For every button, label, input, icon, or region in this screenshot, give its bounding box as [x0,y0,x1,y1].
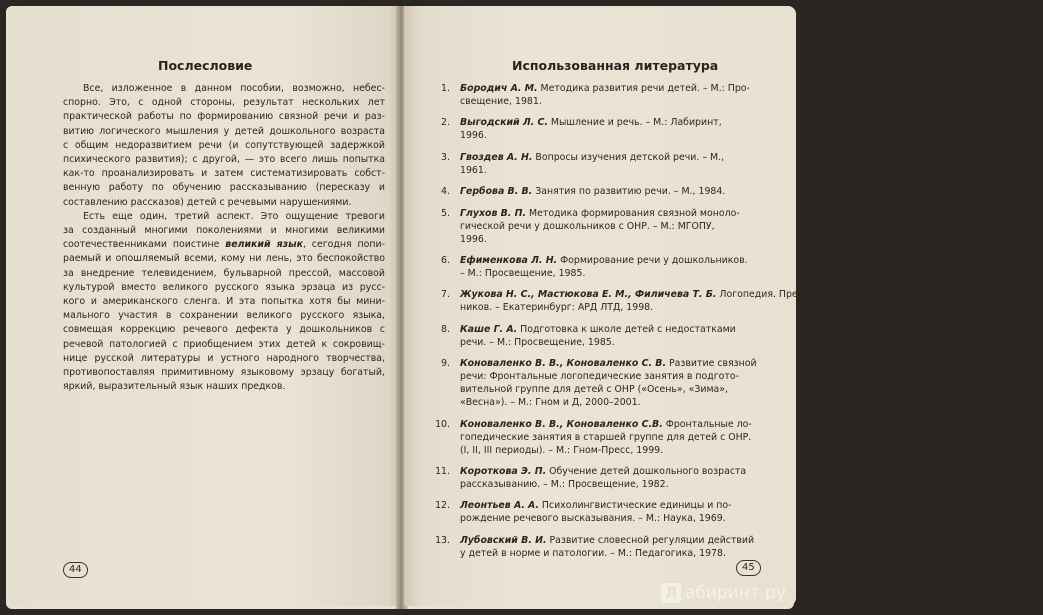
reference-line: гической речи у дошкольников с ОНР. – М.: МГОПУ, [460,220,715,232]
reference-line: рассказыванию. – М.: Просвещение, 1982. [460,478,669,490]
reference-line: ников. – Екатеринбург: АРД ЛТД, 1998. [460,302,654,314]
reference-line: Глухов В. П. Методика формирования связной моноло- [460,207,740,219]
reference-line: – М.: Просвещение, 1985. [460,267,586,279]
reference-line: Гербова В. В. Занятия по развитию речи. – М., 1984. [460,186,726,198]
reference-line: у детей в норме и патологии. – М.: Педагогика, 1978. [460,547,726,559]
reference-item [426,116,782,142]
reference-number: 3. [441,151,450,163]
afterword-line: спорно. Это, с одной стороны, результат нескольких лет [63,97,385,109]
reference-number: 6. [441,254,450,266]
reference-line: (I, II, III периоды). – М.: Гном-Пресс, 1999. [460,444,664,456]
afterword-line: психического развития); с другой, — это всего лишь попытка [63,154,385,166]
afterword-line: за созданный многими поколениями и многими великими [63,225,385,237]
reference-line: Лубовский В. И. Развитие словесной регуляции действий [460,534,755,546]
afterword-line: культурой вместо великого русского языка эрзаца из русс- [63,281,385,293]
reference-item [426,207,782,246]
afterword-line: раемый и опошляемый всеми, кому ни лень, это беспокойство [63,253,385,265]
afterword-line: нице русской литературы и устного народного творчества, [63,352,385,364]
reference-item [426,418,782,457]
references-list [426,82,1043,568]
reference-author: Ефименкова Л. Н. [460,254,558,266]
afterword-line: за внедрение телевидением, бульварной прессой, массовой [63,267,385,279]
reference-line: Жукова Н. С., Мастюкова Е. М., Филичева Т. Б. Логопедия. Преодоление общего недоразвития речи у дошколь- [460,289,1043,301]
reference-line: речи: Фронтальные логопедические занятия в подгото- [460,371,739,383]
afterword-line: речевой патологией с приобщением этих детей к сокровищ- [63,338,385,350]
reference-number: 2. [441,117,450,129]
afterword-line: противопоставляя примитивному языковому эрзацу богатый, [63,367,385,379]
afterword-line: мального участия в сохранении великого русского языка, [63,310,385,322]
watermark-text: абиринт.ру [684,583,786,603]
reference-author: Жукова Н. С., Мастюкова Е. М., Филичева Т. Б. [460,289,717,301]
reference-number: 11. [435,465,450,477]
reference-number: 1. [441,83,450,94]
reference-item [426,185,782,198]
reference-line: речи. – М.: Просвещение, 1985. [460,336,615,348]
reference-line: вительной группе для детей с ОНР («Осень», «Зима», [460,384,728,396]
reference-line: Коноваленко В. В., Коноваленко С.В. Фронтальные ло- [460,418,752,430]
reference-number: 5. [441,207,450,219]
reference-number: 12. [435,500,450,512]
reference-line: Ефименкова Л. Н. Формирование речи у дошкольников. [460,254,748,266]
labirint-logo-icon: Л [661,583,681,603]
reference-item [426,323,782,349]
afterword-line: соотечественниками поистине великий язык, сегодня попи- [63,239,385,251]
reference-item [426,534,782,560]
afterword-title: Послесловие [158,58,253,73]
reference-item [426,82,782,108]
reference-author: Глухов В. П. [460,207,527,219]
reference-item [426,499,782,525]
left-page [8,6,400,606]
reference-number: 9. [441,358,450,370]
reference-line: рождение речевого высказывания. – М.: Наука, 1969. [460,513,726,525]
page-number-right: 45 [736,560,761,576]
reference-line: свещение, 1981. [460,96,542,107]
reference-author: Выгодский Л. С. [460,117,548,129]
reference-author: Каше Г. А. [460,323,518,335]
reference-author: Лубовский В. И. [460,534,547,546]
emphasis-text: великий язык [225,239,303,251]
reference-number: 10. [435,418,450,430]
afterword-line: с общим недоразвитием речи (и сопутствующей задержкой [63,139,385,151]
book-spread [6,6,1043,609]
afterword-line: витию логического мышления у детей дошкольного возраста [63,125,385,137]
reference-line: гопедические занятия в старшей группе для детей с ОНР. [460,431,752,443]
reference-item [426,465,782,491]
references-title: Использованная литература [512,58,719,73]
labirint-watermark [661,583,786,603]
reference-author: Коноваленко В. В., Коноваленко С. В. [460,358,667,370]
reference-number: 4. [441,186,450,198]
reference-number: 13. [435,534,450,546]
afterword-line: совмещая коррекцию речевого дефекта у дошкольников с [63,324,385,336]
reference-author: Короткова Э. П. [460,465,547,477]
reference-author: Гербова В. В. [460,186,533,198]
reference-line: 1961. [460,164,487,176]
reference-line: 1996. [460,130,487,142]
afterword-line: как-то проанализировать и затем систематизировать собст- [63,168,385,180]
afterword-text [63,82,385,394]
afterword-line: яркий, выразительный язык наших предков. [63,381,286,393]
reference-item [426,357,782,409]
reference-item [426,288,1043,314]
page-number-left: 44 [63,562,88,578]
reference-line: Выгодский Л. С. Мышление и речь. – М.: Лабиринт, [460,117,722,129]
reference-line: Бородич А. М. Методика развития речи детей. – М.: Про- [460,83,750,94]
reference-number: 8. [441,323,450,335]
reference-line: 1996. [460,233,487,245]
afterword-line: практической работы по формированию связной речи и раз- [63,111,385,123]
reference-author: Бородич А. М. [460,83,538,94]
reference-line: «Весна»). – М.: Гном и Д, 2000–2001. [460,397,641,409]
reference-item [426,254,782,280]
reference-author: Леонтьев А. А. [460,500,539,512]
afterword-line: венную работу по обучению рассказыванию (пересказу и [63,182,385,194]
reference-line: Каше Г. А. Подготовка к школе детей с недостатками [460,323,736,335]
afterword-line: кого и американского сленга. И эта попытка хотя бы мини- [63,296,385,308]
reference-line: Коноваленко В. В., Коноваленко С. В. Развитие связной [460,358,757,370]
reference-item [426,151,782,177]
afterword-line: Есть еще один, третий аспект. Это ощущение тревоги [83,210,385,222]
afterword-line: Все, изложенное в данном пособии, возможно, небес- [83,83,385,94]
reference-author: Коноваленко В. В., Коноваленко С.В. [460,418,663,430]
reference-line: Короткова Э. П. Обучение детей дошкольного возраста [460,465,747,477]
reference-line: Леонтьев А. А. Психолингвистические единицы и по- [460,500,732,512]
afterword-line: составлению рассказов) детей с речевыми нарушениями. [63,196,352,208]
reference-author: Гвоздев А. Н. [460,151,533,163]
reference-line: Гвоздев А. Н. Вопросы изучения детской речи. – М., [460,151,725,163]
right-page [404,6,1043,606]
reference-number: 7. [441,289,450,301]
